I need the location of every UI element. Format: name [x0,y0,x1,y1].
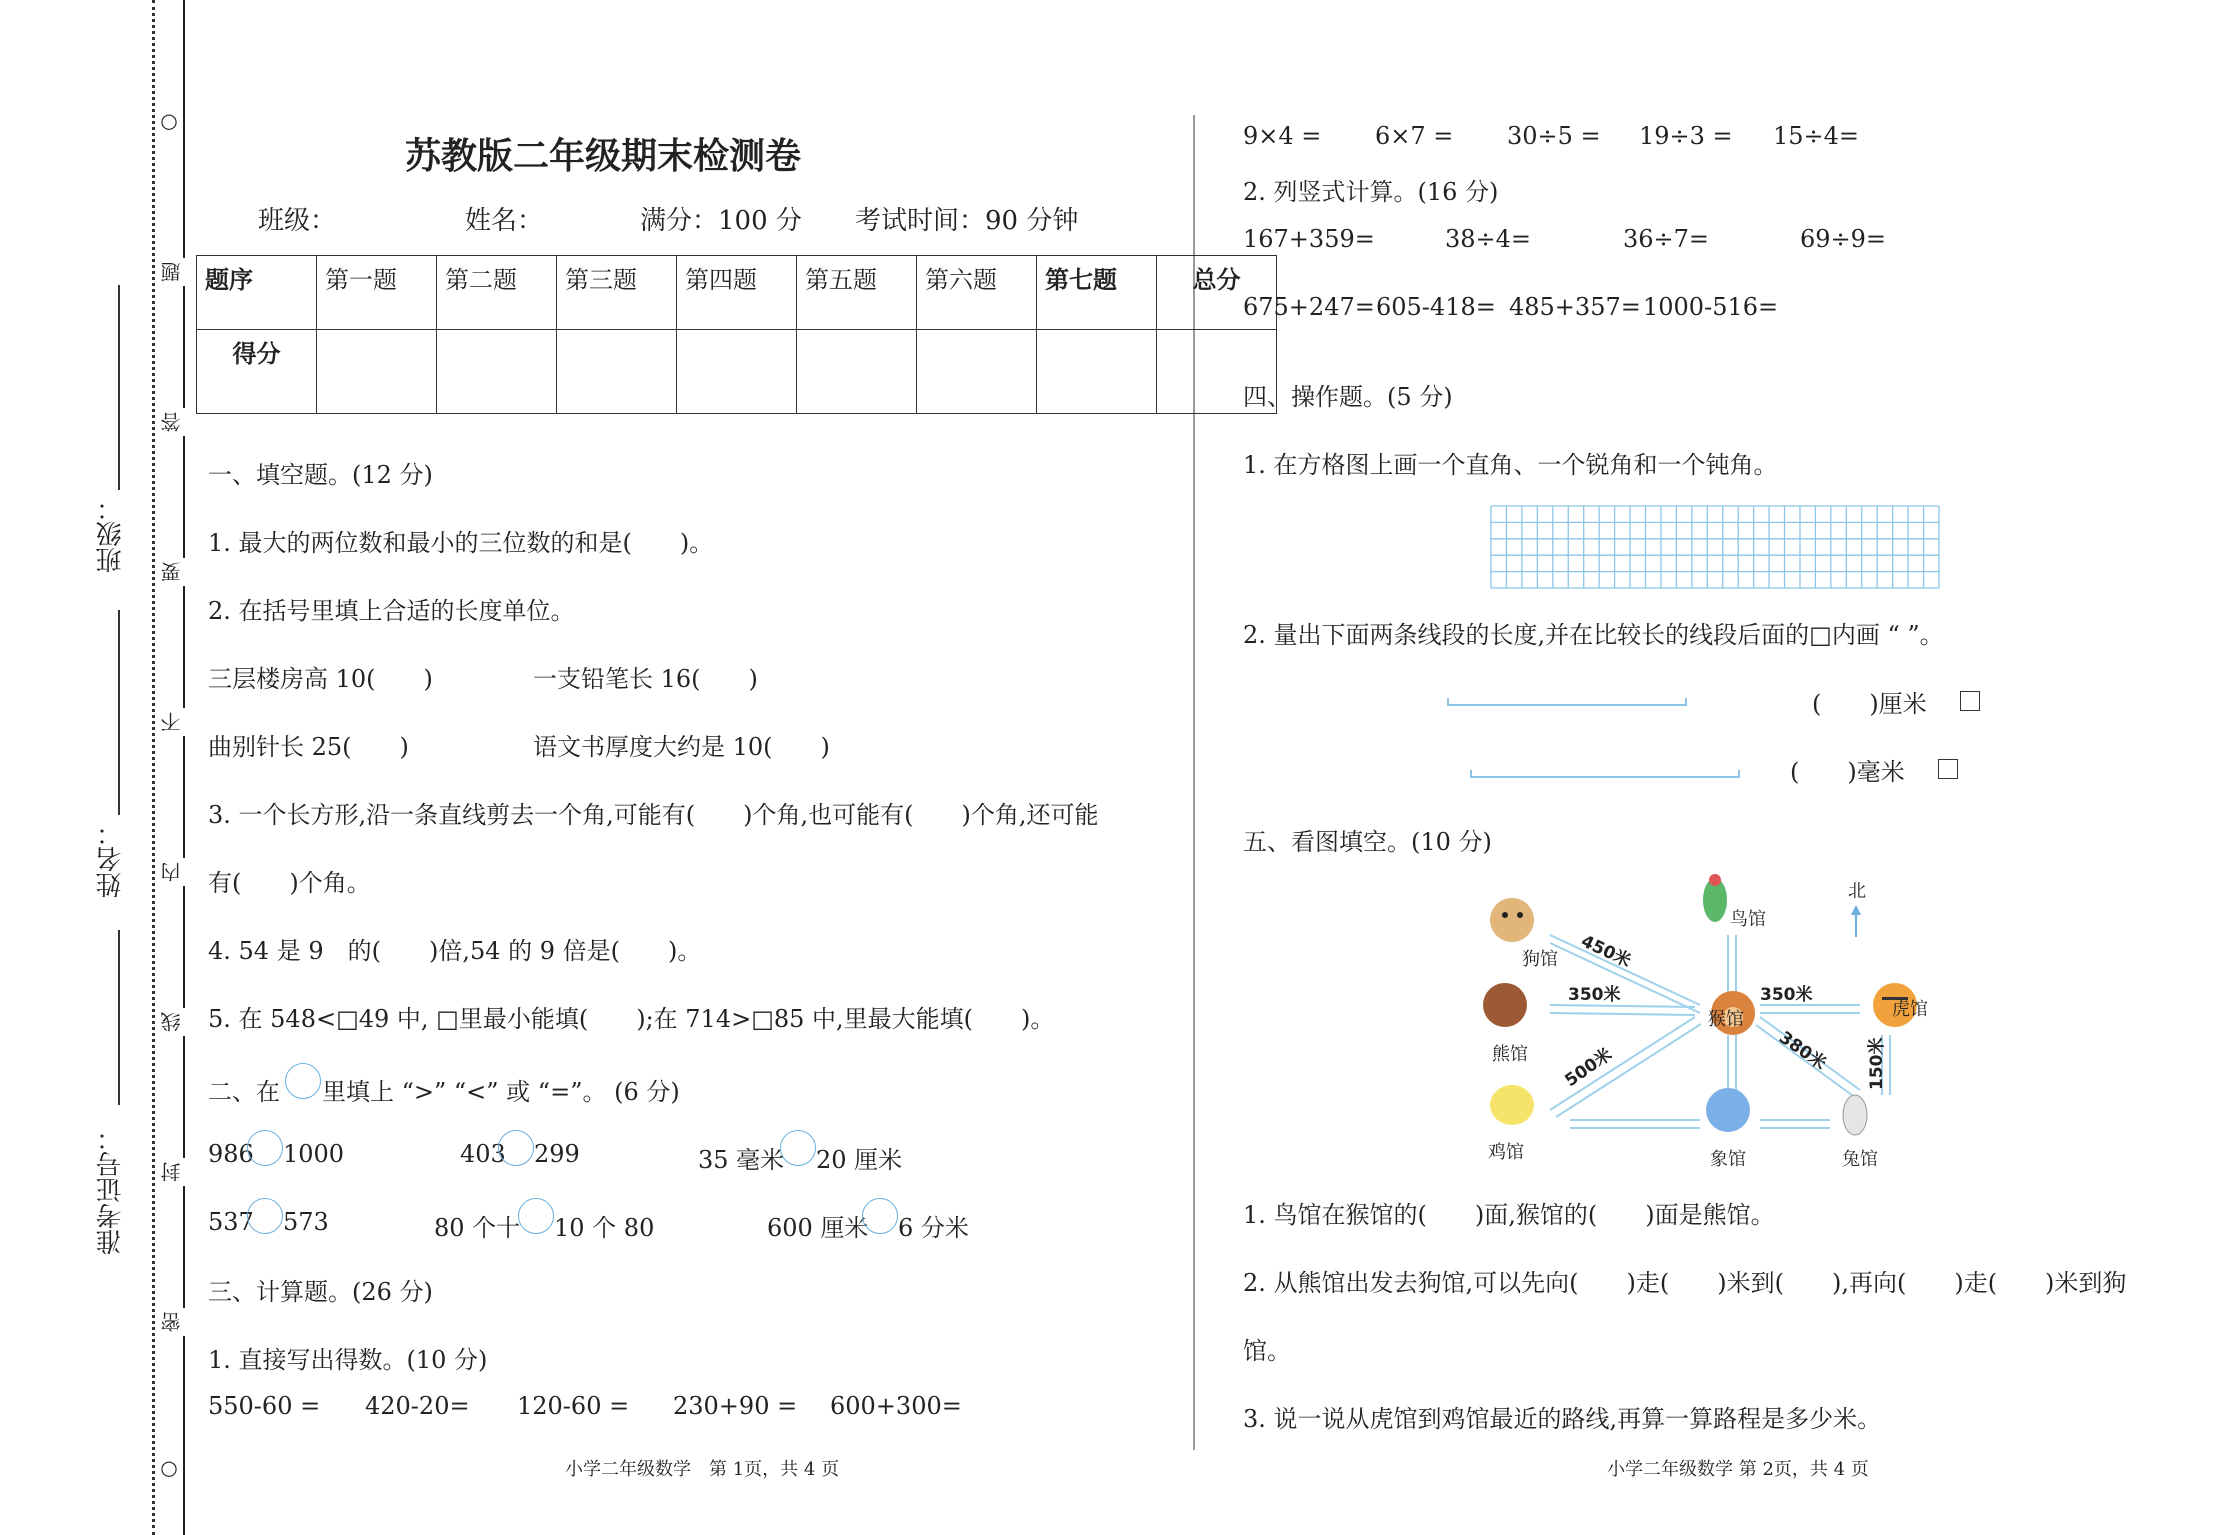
oral-item: 550-60 = [208,1392,321,1420]
oral-item: 420-20= [365,1392,470,1420]
map-distance: 450米 [1577,931,1634,972]
binding-char: 要 [157,558,186,586]
score-cell [557,330,677,414]
map-distance: 380米 [1775,1027,1830,1075]
section1-q3-line2: 有( )个角。 [208,869,371,897]
binding-char: 封 [157,1158,186,1186]
vertical-calc: 605-418= [1376,293,1496,321]
score-header: 总分 [1157,256,1277,330]
section1-q2-item: 曲别针长 25( ) [208,733,409,761]
compare-left: 35 毫米 [698,1146,785,1174]
segment-2-checkbox[interactable] [1938,759,1958,779]
info-time: 考试时间：90 分钟 [855,206,1079,236]
info-class: 班级： [258,206,337,236]
compare-circle[interactable] [780,1130,816,1166]
map-distance: 150米 [1867,1037,1887,1090]
section1-q3-line1: 3. 一个长方形,沿一条直线剪去一个角,可能有( )个角,也可能有( )个角,还可能 [208,801,1099,829]
oral-item: 230+90 = [673,1392,798,1420]
footer-left: 小学二年级数学 第 1页，共 4 页 [565,1459,840,1480]
binding-char: 密 [157,1308,186,1336]
section4-q1: 1. 在方格图上画一个直角、一个锐角和一个钝角。 [1243,451,1778,479]
vertical-calc: 38÷4= [1445,225,1532,253]
score-cell [917,330,1037,414]
score-header: 第六题 [917,256,1037,330]
north-label: 北 [1848,881,1866,902]
compare-left: 986 [208,1140,254,1168]
oral-item: 6×7 = [1375,122,1454,150]
segment-1-checkbox[interactable] [1960,691,1980,711]
section5-title: 五、看图填空。(10 分) [1243,828,1492,856]
segment-1 [1447,704,1687,706]
map-place: 猴馆 [1708,1009,1744,1030]
compare-left: 403 [460,1140,506,1168]
name-label: 姓名： [96,820,126,898]
info-name: 姓名： [465,206,544,236]
compare-left: 80 个十 [434,1214,521,1242]
compare-right: 573 [283,1208,329,1236]
section1-q2-item: 一支铅笔长 16( ) [533,665,758,693]
map-place: 兔馆 [1842,1149,1878,1170]
binding-char: ○ [157,1455,181,1487]
compare-left: 600 厘米 [767,1214,869,1242]
compare-circle[interactable] [862,1198,898,1234]
compare-circle[interactable] [518,1198,554,1234]
score-row-label: 得分 [197,330,317,414]
segment-2-tick-right [1738,770,1740,778]
binding-solid-line [183,0,185,1535]
map-place: 虎馆 [1892,999,1928,1020]
oral-item: 30÷5 = [1507,122,1601,150]
compare-right: 20 厘米 [816,1146,903,1174]
chicken-icon [1490,1085,1534,1125]
exam-number-underline [118,930,120,1105]
compare-circle[interactable] [498,1130,534,1166]
compare-circle[interactable] [247,1130,283,1166]
map-place: 鸟馆 [1730,909,1766,930]
vertical-calc: 675+247= [1243,293,1375,321]
oral-item: 120-60 = [517,1392,630,1420]
rabbit-icon [1843,1095,1867,1135]
section1-title: 一、填空题。(12 分) [208,461,433,489]
score-cell [1037,330,1157,414]
section4-q2: 2. 量出下面两条线段的长度,并在比较长的线段后面的□内画 “ ”。 [1243,621,1944,649]
map-place: 狗馆 [1522,949,1558,970]
section1-q1: 1. 最大的两位数和最小的三位数的和是( )。 [208,529,714,557]
section1-q2-item: 三层楼房高 10( ) [208,665,433,693]
score-header: 第一题 [317,256,437,330]
section1-q5: 5. 在 548<□49 中, □里最小能填( );在 714>□85 中,里最大能填( )。 [208,1005,1055,1033]
vertical-calc: 167+359= [1243,225,1375,253]
score-header: 第七题 [1037,256,1157,330]
compare-circle [285,1063,321,1099]
compare-circle[interactable] [247,1198,283,1234]
oral-item: 600+300= [830,1392,962,1420]
map-distance: 500米 [1561,1044,1616,1092]
binding-dotted-line-left [152,0,155,1535]
score-header: 第四题 [677,256,797,330]
section3-q2: 2. 列竖式计算。(16 分) [1243,178,1499,206]
compare-right: 10 个 80 [554,1214,655,1242]
score-header: 第三题 [557,256,677,330]
binding-char: 不 [157,708,186,736]
compare-right: 6 分米 [898,1214,969,1242]
page-title: 苏教版二年级期末检测卷 [405,136,802,177]
map-place: 象馆 [1710,1149,1746,1170]
oral-item: 15÷4= [1773,122,1860,150]
map-distance: 350米 [1760,985,1813,1005]
binding-char: 题 [157,258,186,286]
compare-right: 1000 [283,1140,345,1168]
section5-q2-line2: 馆。 [1243,1337,1291,1365]
binding-char: 线 [157,1008,186,1036]
section3-title: 三、计算题。(26 分) [208,1278,433,1306]
section1-q2-item: 语文书厚度大约是 10( ) [533,733,830,761]
segment-2 [1470,776,1740,778]
compare-left: 537 [208,1208,254,1236]
score-header: 题序 [197,256,317,330]
dog-icon [1490,898,1534,942]
drawing-grid[interactable] [1490,505,1940,590]
score-cell [677,330,797,414]
score-header: 第二题 [437,256,557,330]
segment-1-tick-right [1685,698,1687,706]
score-cell [317,330,437,414]
section5-q2-line1: 2. 从熊馆出发去狗馆,可以先向( )走( )米到( ),再向( )走( )米到狗 [1243,1269,2127,1297]
class-label: 班级： [96,495,126,573]
section2-title-b: 里填上 “>” “<” 或 “=”。 (6 分) [322,1078,680,1106]
map-distance: 350米 [1568,985,1621,1005]
vertical-calc: 1000-516= [1643,293,1779,321]
elephant-icon [1706,1088,1750,1132]
info-full-score: 满分：100 分 [640,206,802,236]
class-underline [118,285,120,490]
section5-q1: 1. 鸟馆在猴馆的( )面,猴馆的( )面是熊馆。 [1243,1201,1775,1229]
section1-q2: 2. 在括号里填上合适的长度单位。 [208,597,575,625]
section1-q4: 4. 54 是 9 的( )倍,54 的 9 倍是( )。 [208,937,702,965]
section4-title: 四、操作题。(5 分) [1243,383,1453,411]
vertical-calc: 485+357= [1509,293,1641,321]
bear-icon [1483,983,1527,1027]
score-cell [437,330,557,414]
section5-q3: 3. 说一说从虎馆到鸡馆最近的路线,再算一算路程是多少米。 [1243,1405,1882,1433]
oral-item: 9×4 = [1243,122,1322,150]
map-place: 熊馆 [1492,1044,1528,1065]
segment-2-answer: ( )毫米 [1790,758,1905,786]
vertical-calc: 36÷7= [1623,225,1710,253]
segment-1-answer: ( )厘米 [1812,690,1927,718]
oral-item: 19÷3 = [1639,122,1733,150]
score-cell [797,330,917,414]
footer-right: 小学二年级数学 第 2页，共 4 页 [1607,1459,1869,1480]
map-place: 鸡馆 [1488,1142,1524,1163]
binding-char: 内 [157,858,186,886]
vertical-calc: 69÷9= [1800,225,1887,253]
segment-2-tick-left [1470,770,1472,778]
binding-char: 答 [157,408,186,436]
score-table [196,255,1277,414]
binding-char: ○ [157,108,181,140]
score-header: 第五题 [797,256,917,330]
section3-q1: 1. 直接写出得数。(10 分) [208,1346,488,1374]
exam-number-label: 准考证号： [96,1125,126,1255]
name-underline [118,610,120,815]
compare-right: 299 [534,1140,580,1168]
segment-1-tick-left [1447,698,1449,706]
zoo-map [1470,865,1930,1185]
section2-title-a: 二、在 [208,1078,280,1106]
